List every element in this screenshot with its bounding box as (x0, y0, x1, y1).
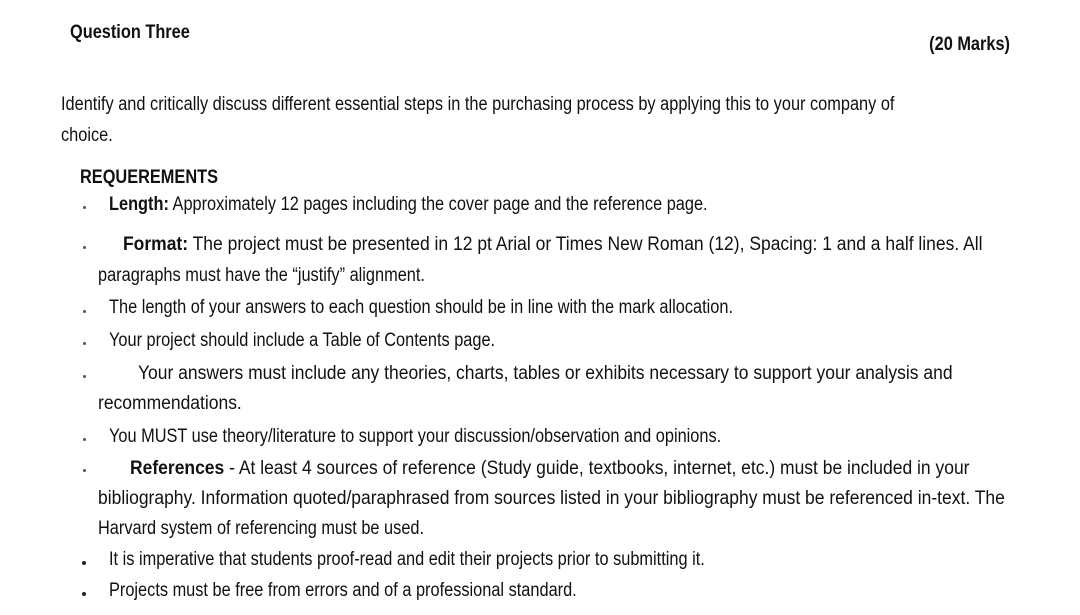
req-theories-line2: recommendations. (98, 393, 242, 414)
req-toc: Your project should include a Table of Contents page. (109, 330, 496, 351)
req-references-label: References (130, 458, 225, 479)
question-prompt-line2: choice. (61, 125, 113, 146)
bullet-length (83, 206, 86, 209)
bullet-proofread (82, 561, 86, 565)
bullet-format (83, 246, 86, 249)
req-theories-line1: Your answers must include any theories, charts, tables or exhibits necessary to support your analysis and (138, 363, 953, 384)
bullet-answer-length (83, 310, 86, 313)
requirements-heading: REQUEREMENTS (80, 167, 219, 188)
question-prompt-line1: Identify and critically discuss different essential steps in the purchasing process by applying this to your company of (61, 94, 895, 115)
req-references-line3: Harvard system of referencing must be used. (98, 518, 425, 539)
req-length-text: Approximately 12 pages including the cover page and the reference page. (168, 194, 708, 215)
req-length (109, 194, 708, 216)
req-proofread: It is imperative that students proof-read and edit their projects prior to submitting it. (109, 549, 705, 570)
req-theory-use: You MUST use theory/literature to support your discussion/observation and opinions. (109, 426, 722, 447)
bullet-theories (83, 375, 86, 378)
question-title: Question Three (70, 22, 190, 43)
req-length-label: Length: (109, 194, 169, 215)
req-format-line2: paragraphs must have the “justify” alignment. (98, 265, 425, 286)
bullet-toc (83, 342, 86, 345)
req-format-text: The project must be presented in 12 pt Arial or Times New Roman (12), Spacing: 1 and a half lines. All (188, 234, 983, 255)
req-format-line1 (123, 234, 983, 256)
req-references-text: - At least 4 sources of reference (Study guide, textbooks, internet, etc.) must be included in your (224, 458, 970, 479)
req-references-line2: bibliography. Information quoted/paraphrased from sources listed in your bibliography must be referenced in-text. The (98, 488, 1005, 509)
bullet-theory-use (83, 438, 86, 441)
req-answer-length: The length of your answers to each question should be in line with the mark allocation. (109, 297, 734, 318)
req-format-label: Format: (123, 234, 189, 255)
req-references-line1 (130, 458, 970, 480)
bullet-references (83, 469, 86, 472)
bullet-errors (82, 592, 86, 596)
marks-label: (20 Marks) (929, 34, 1010, 55)
req-errors: Projects must be free from errors and of a professional standard. (109, 580, 577, 601)
